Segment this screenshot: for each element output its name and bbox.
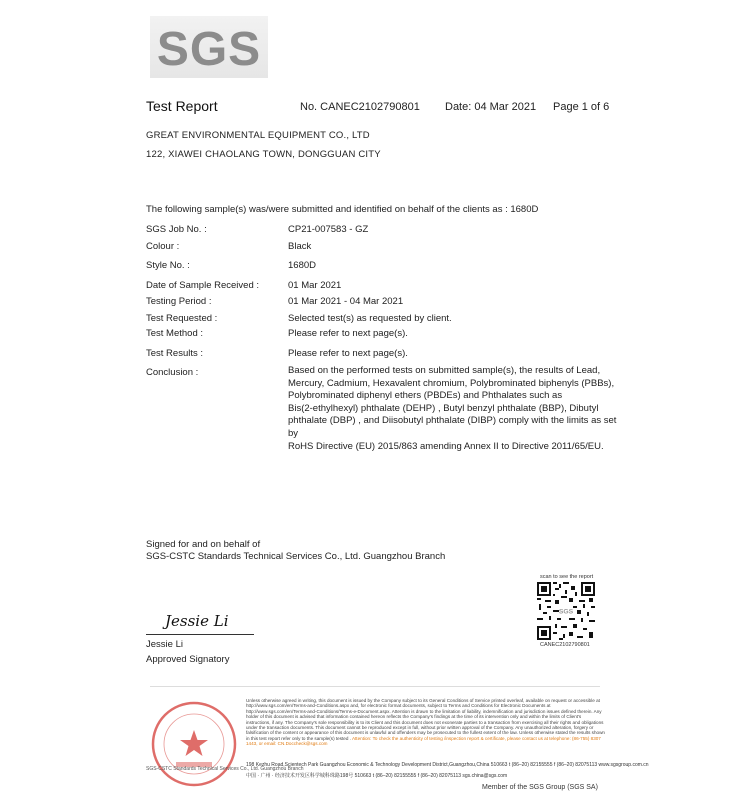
page-number: Page 1 of 6 (553, 101, 610, 113)
client-address: 122, XIAWEI CHAOLANG TOWN, DONGGUAN CITY (146, 149, 381, 160)
label-date-received: Date of Sample Received : (146, 280, 260, 291)
footer-address-en: 198 Kezhu Road,Scientech Park Guangzhou Economic & Technology Development District,Guangzhou,China 510663 t (86–20) 82155555 f (86–20) 82075113 www.sgsgroup.com.cn (246, 762, 649, 768)
label-test-method: Test Method : (146, 328, 204, 339)
signature-line (146, 634, 254, 635)
conclusion-line: Bis(2-ethylhexyl) phthalate (DEHP) , Butyl benzyl phthalate (BBP), Dibutyl (288, 402, 599, 414)
qr-code[interactable] (537, 582, 595, 640)
svg-text:SGS: SGS (558, 608, 574, 616)
client-name: GREAT ENVIRONMENTAL EQUIPMENT CO., LTD (146, 130, 370, 141)
report-date: Date: 04 Mar 2021 (445, 101, 537, 113)
footer-address-cn: 中国 · 广州 · 经济技术开发区科学城科珠路198号 510663 t (86–20) 82155555 f (86–20) 82075113 sgs.china@sgs.com (246, 773, 508, 779)
conclusion-line: Mercury, Cadmium, Hexavalent chromium, Polybrominated biphenyls (PBBs), (288, 377, 615, 389)
company-seal-stamp (150, 700, 238, 788)
value-colour: Black (288, 241, 312, 252)
value-test-results: Please refer to next page(s). (288, 348, 408, 359)
value-job-no: CP21-007583 - GZ (288, 224, 369, 235)
value-date-received: 01 Mar 2021 (288, 280, 342, 291)
value-test-method: Please refer to next page(s). (288, 328, 408, 339)
label-conclusion: Conclusion : (146, 367, 199, 378)
footer-divider (150, 686, 600, 687)
label-test-results: Test Results : (146, 348, 204, 359)
signed-on-behalf: Signed for and on behalf of (146, 539, 261, 550)
qr-caption: scan to see the report (540, 574, 594, 580)
sgs-group-member: Member of the SGS Group (SGS SA) (482, 784, 598, 791)
signing-company: SGS-CSTC Standards Technical Services Co., Ltd. Guangzhou Branch (146, 551, 446, 562)
authenticity-notice[interactable]: Attention: To check the authenticity of testing /inspection report & certificate, please contact us at telephone: (86-755) 8307 1443, or email: CN.Doccheck@sgs.com (246, 735, 601, 747)
report-number: No. CANEC2102790801 (300, 101, 420, 113)
intro-text: The following sample(s) was/were submitted and identified on behalf of the clients as : 1680D (146, 204, 539, 215)
footer-disclaimer (246, 698, 606, 747)
conclusion-line: phthalate (DBP) , and Diisobutyl phthalate (DIBP) comply with the limits as set by (288, 415, 617, 439)
value-testing-period: 01 Mar 2021 - 04 Mar 2021 (288, 296, 404, 307)
value-style-no: 1680D (288, 260, 316, 271)
sgs-logo-text: SGS (156, 23, 262, 76)
signatory-name: Jessie Li (146, 639, 183, 650)
conclusion-line: Polybrominated diphenyl ethers (PBDEs) and Phthalates such as (288, 390, 563, 402)
signatory-title: Approved Signatory (146, 654, 230, 665)
label-testing-period: Testing Period : (146, 296, 212, 307)
label-colour: Colour : (146, 241, 180, 252)
stamp-overlay-label: SGS-CSTC Standards Technical Services Co., Ltd. Guangzhou Branch (146, 766, 304, 772)
conclusion-line: Based on the performed tests on submitted sample(s), the results of Lead, (288, 365, 601, 376)
label-style-no: Style No. : (146, 260, 190, 271)
label-test-requested: Test Requested : (146, 313, 218, 324)
value-test-requested: Selected test(s) as requested by client. (288, 313, 452, 324)
label-job-no: SGS Job No. : (146, 224, 207, 235)
disclaimer-text: Unless otherwise agreed in writing, this document is issued by the Company subject to its General Conditions of Service printed overleaf, available on request or accessible at http://www.sgs.com/en/Terms-and-Conditions.aspx and, for electronic format documents, subject to Terms and Conditions for Electronic Documents at http://www.sgs.com/en/Terms-and-Conditions/Terms-e-Document.aspx. Attention is drawn to the limitation of liability, indemnification and jurisdiction issues defined therein. Any holder of this document is advised that information contained hereon reflects the Company's findings at the time of its intervention only and within the limits of Client's instructions, if any. The Company's sole responsibility is to its Client and this document does not exonerate parties to a transaction from exercising all their rights and obligations under the transaction documents. This document cannot be reproduced except in full, without prior written approval of the Company. Any unauthorized alteration, forgery or falsification of the content or appearance of this document is unlawful and offenders may be prosecuted to the fullest extent of the law. Unless otherwise stated the results shown in this test report refer only to the sample(s) tested . (246, 698, 605, 741)
sgs-logo (150, 16, 268, 78)
conclusion-text (288, 365, 618, 453)
conclusion-line: RoHS Directive (EU) 2015/863 amending Annex II to Directive 2011/65/EU. (288, 440, 604, 452)
qr-report-number: CANEC2102790801 (540, 642, 590, 648)
handwritten-signature: Jessie Li (165, 612, 229, 630)
report-title: Test Report (146, 98, 218, 114)
